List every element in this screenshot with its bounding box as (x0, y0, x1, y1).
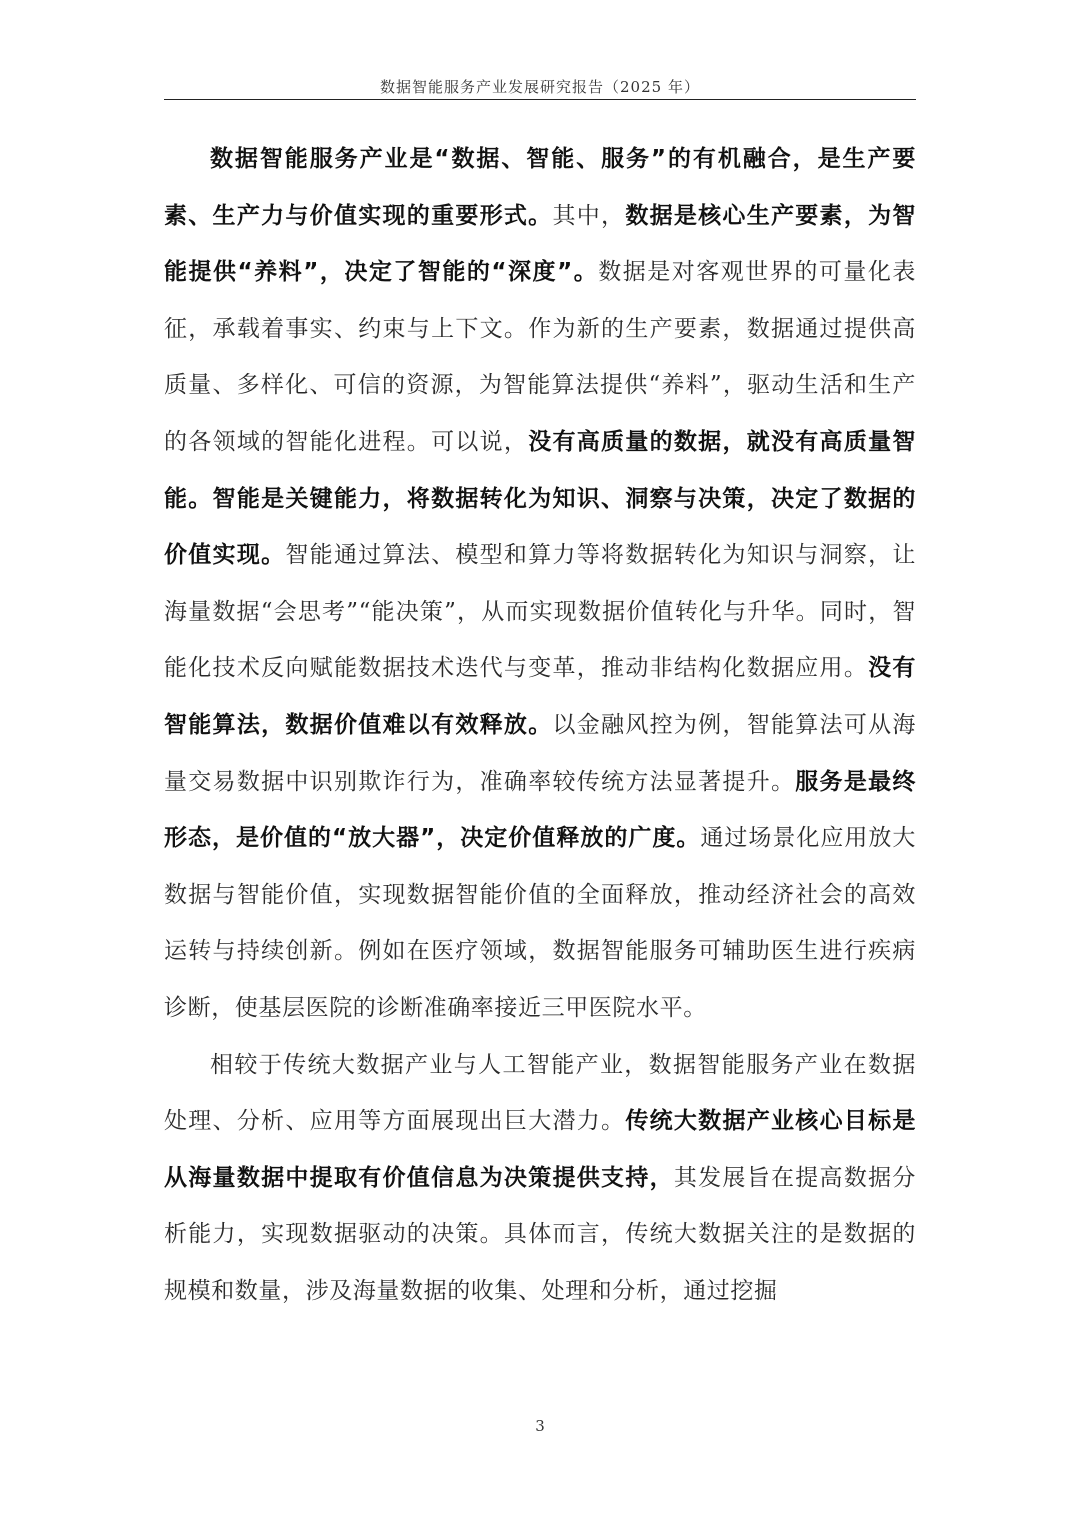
text-run: 数据是对客观世界的可量化表征，承载着事实、约束与上下文。作为新的生产要素，数据通过提供高质量、多样化、可信的资源，为智能算法提供“养料”，驱动生活和生产的各领域的智能化进程。可以说， (164, 259, 916, 455)
text-run: 通过场景化应用放大数据与智能价值，实现数据智能价值的全面释放，推动经济社会的高效运转与持续创新。例如在医疗领域，数据智能服务可辅助医生进行疾病诊断，使基层医院的诊断准确率接近三甲医院水平。 (164, 825, 916, 1021)
body-text (164, 131, 916, 1319)
header-rule (164, 99, 916, 100)
bold-run: 服务是最终形态，是价值的“放大器”，决定价值释放的广度。 (164, 768, 916, 852)
text-run: 智能通过算法、模型和算力等将数据转化为知识与洞察，让海量数据“会思考”“能决策”，从而实现数据价值转化与升华。同时，智能化技术反向赋能数据技术迭代与变革，推动非结构化数据应用。 (164, 542, 916, 682)
paragraph-2 (164, 1037, 916, 1320)
running-header: 数据智能服务产业发展研究报告（2025 年） (380, 78, 700, 96)
bold-run: 传统大数据产业核心目标是从海量数据中提取有价值信息为决策提供支持， (164, 1108, 917, 1191)
bold-run: 没有智能算法，数据价值难以有效释放。 (164, 655, 917, 738)
bold-run: 没有高质量的数据，就没有高质量智能。智能是关键能力，将数据转化为知识、洞察与决策，决定了数据的价值实现。 (164, 428, 916, 569)
bold-run: 数据智能服务产业是“数据、智能、服务”的有机融合，是生产要素、生产力与价值实现的重要形式。 (164, 146, 916, 229)
text-run: 相较于传统大数据产业与人工智能产业，数据智能服务产业在数据处理、分析、应用等方面展现出巨大潜力。 (164, 1051, 916, 1135)
text-run: 其发展旨在提高数据分析能力，实现数据驱动的决策。具体而言，传统大数据关注的是数据的规模和数量，涉及海量数据的收集、处理和分析，通过挖掘 (164, 1164, 916, 1304)
bold-run: 数据是核心生产要素，为智能提供“养料”，决定了智能的“深度”。 (164, 202, 916, 286)
text-run: 其中， (552, 202, 626, 229)
page-number: 3 (535, 1417, 545, 1435)
text-run: 以金融风控为例，智能算法可从海量交易数据中识别欺诈行为，准确率较传统方法显著提升。 (164, 711, 916, 795)
paragraph-1 (164, 131, 916, 1037)
